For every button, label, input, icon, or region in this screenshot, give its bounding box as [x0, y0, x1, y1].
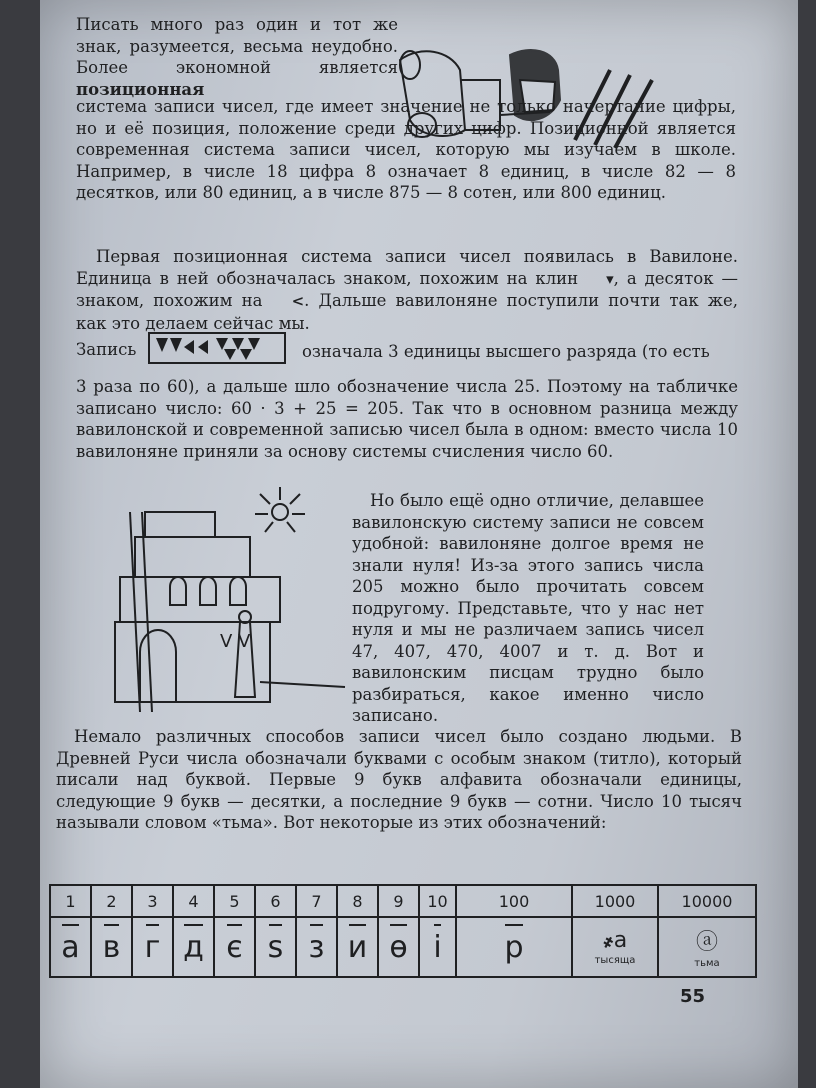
number-cell: 10	[419, 885, 456, 917]
glyph: ⓐ	[695, 930, 718, 955]
glyph-cell	[132, 917, 173, 977]
p2-text-c: . Дальше вавилоняне поступили почти так же, как это делаем сейчас мы.	[76, 291, 738, 333]
word-tma: тьма	[694, 958, 720, 969]
glyph-cell	[173, 917, 214, 977]
page-number: 55	[680, 986, 706, 1007]
paragraph-babylon	[76, 246, 738, 334]
glyph: р	[504, 929, 524, 965]
glyph: і	[433, 929, 442, 965]
number-cell: 3	[132, 885, 173, 917]
zapis-tail-text: означала 3 единицы высшего разряда (то есть	[302, 342, 710, 361]
glyph-cell	[456, 917, 572, 977]
number-cell: 8	[337, 885, 378, 917]
p2-text-a: Первая позиционная система записи чисел появилась в Вавилоне. Единица в ней обозначалась знаком, похожим на клин	[76, 247, 738, 288]
glyph-cell-10000	[658, 917, 756, 977]
p5-text: Немало различных способов записи чисел было создано людьми. В Древней Руси числа обозначали буквами с особым знаком (титло), который писали над буквой. Первые 9 букв алфавита обозначали единицы, следующие 9 букв — десятки, а последние 9 букв — сотни. Число 10 тысяч называли словом «тьма». Вот некоторые из этих обозначений:	[56, 727, 742, 832]
number-cell: 7	[296, 885, 337, 917]
glyph-cell	[91, 917, 132, 977]
glyph-cell	[378, 917, 419, 977]
corner-wedge-icon: <	[291, 292, 305, 310]
paragraph-old-russia	[56, 726, 742, 834]
glyph-cell	[255, 917, 296, 977]
glyph-cell	[296, 917, 337, 977]
glyph-cell	[50, 917, 91, 977]
glyph: д	[183, 929, 204, 965]
glyph-cell	[337, 917, 378, 977]
p3-text: 3 раза по 60), а дальше шло обозначение числа 25. Поэтому на табличке записано число: 60 · 3 + 25 = 205. Так что в основном разница между вавилонской и современной записью чисел была в одном: вместо числа 10 вавилоняне приняли за основу системы счисления число 60.	[76, 377, 738, 461]
p1-text-b: система записи чисел, где имеет значение не только начертание цифры, но и её позиция, положение среди других цифр. Позиционной является современная система записи чисел, которую мы изучаем в школе. Например, в числе 18 цифра 8 означает 8 единиц, в числе 82 — 8 десятков, или 80 единиц, а в числе 875 — 8 сотен, или 800 единиц.	[76, 97, 736, 202]
glyph: а	[61, 929, 80, 965]
p4-text: Но было ещё одно отличие, делавшее вавилонскую систему записи не совсем удобной: вавилоняне долгое время не знали нуля! Из-за этого запись числа 205 можно было прочитать совсем подругому. Представьте, что у нас нет нуля и мы не различаем запись чисел 47, 407, 470, 4007 и т. д. Вот и вавилонским писцам трудно было разбираться, какое именно число записано.	[352, 491, 704, 725]
p2-text-b: , а десяток — знаком, похожим на	[76, 268, 738, 310]
book-page	[40, 0, 798, 1088]
glyph: є	[226, 929, 243, 965]
cuneiform-example-row	[76, 332, 776, 368]
glyph-cell	[419, 917, 456, 977]
table-row-numbers	[50, 885, 756, 917]
number-cell: 9	[378, 885, 419, 917]
number-cell: 5	[214, 885, 255, 917]
paragraph-zero	[352, 490, 704, 727]
glyph: в	[102, 929, 121, 965]
glyph: ҂а	[602, 928, 628, 953]
cuneiform-sample-icon	[150, 334, 284, 362]
wedge-icon: ▾	[606, 269, 614, 288]
paragraph-positional-body	[76, 96, 736, 204]
number-cell: 4	[173, 885, 214, 917]
glyph: г	[144, 929, 161, 965]
zapis-label: Запись	[76, 340, 137, 359]
paragraph-formula	[76, 376, 738, 462]
glyph: ѕ	[267, 929, 284, 965]
number-cell: 1000	[572, 885, 658, 917]
number-cell: 6	[255, 885, 296, 917]
p1-text-a: Писать много раз один и тот же знак, разумеется, весьма неудобно. Более экономной является	[76, 15, 398, 77]
table-row-glyphs	[50, 917, 756, 977]
word-thousand: тысяща	[594, 955, 636, 966]
glyph-cell-1000	[572, 917, 658, 977]
number-cell: 1	[50, 885, 91, 917]
p1-bold-term: позиционная	[76, 79, 205, 99]
glyph: ѳ	[389, 929, 408, 965]
cyrillic-numerals-table	[49, 884, 757, 978]
glyph: и	[347, 929, 368, 965]
glyph-cell	[214, 917, 255, 977]
babylon-tower-illustration	[100, 482, 350, 712]
paragraph-positional	[76, 14, 398, 100]
glyph: з	[308, 929, 325, 965]
cuneiform-tablet-box	[148, 332, 286, 364]
number-cell: 100	[456, 885, 572, 917]
number-cell: 2	[91, 885, 132, 917]
number-cell: 10000	[658, 885, 756, 917]
svg-text:V V: V V	[220, 631, 251, 652]
